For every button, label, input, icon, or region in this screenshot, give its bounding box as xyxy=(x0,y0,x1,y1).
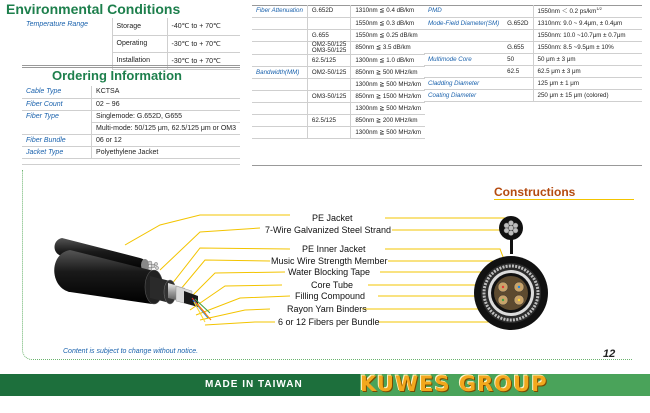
page-number: 12 xyxy=(603,348,616,360)
bw-value: 1300nm ≧ 500 MHz/km xyxy=(351,126,425,138)
att-type: G.652D xyxy=(307,5,350,17)
coating-value: 250 μm ± 15 μm (colored) xyxy=(533,89,642,101)
core-label: Multimode Core xyxy=(424,53,503,65)
cable-type-value: KCTSA xyxy=(92,86,240,98)
storage-label: Storage xyxy=(112,18,167,35)
bw-type: OM3-50/125 xyxy=(307,90,350,102)
pmd-value-sup: 1/2 xyxy=(596,6,602,12)
mfd-value: 1550nm: 8.5 ~9.5μm ± 10% xyxy=(533,41,642,53)
operating-value: -30℃ to + 70℃ xyxy=(167,35,240,52)
att-value: 850nm ≦ 3.5 dB/km xyxy=(351,41,425,54)
bw-type: OM2-50/125 xyxy=(307,66,350,78)
cable-cross-section xyxy=(474,216,548,330)
bw-value: 1300nm ≧ 500 MHz/km xyxy=(351,78,425,90)
fiber-attenuation-label: Fiber Attenuation xyxy=(252,5,307,17)
att-value: 1310nm ≦ 0.4 dB/km xyxy=(351,5,425,17)
cladding-label: Cladding Diameter xyxy=(424,77,533,89)
mfd-type: G.652D xyxy=(503,17,533,29)
core-type: 50 xyxy=(503,53,533,65)
label-core-tube: Core Tube xyxy=(311,280,354,290)
fiber-type-multimode: Multi-mode: 50/125 μm, 62.5/125 μm or OM3 xyxy=(92,122,240,134)
bandwidth-label: Bandwidth(MM) xyxy=(252,66,307,78)
label-steel-strand: 7-Wire Galvanized Steel Strand xyxy=(265,225,392,235)
fiber-type-label: Fiber Type xyxy=(22,110,92,122)
att-value: 1550nm ≦ 0.25 dB/km xyxy=(351,29,425,41)
storage-value: -40℃ to + 70℃ xyxy=(167,18,240,35)
label-music-wire: Music Wire Strength Member xyxy=(271,256,388,266)
footer-bar-dark xyxy=(0,374,360,396)
constructions-title: Constructions xyxy=(494,185,576,199)
made-in-taiwan: MADE IN TAIWAN xyxy=(205,379,303,390)
att-type: G.655 xyxy=(307,29,350,41)
fiber-count-label: Fiber Count xyxy=(22,98,92,110)
bw-value: 850nm ≧ 500 MHz/km xyxy=(351,66,425,78)
jacket-type-value: Polyethylene Jacket xyxy=(92,146,240,158)
cable-type-label: Cable Type xyxy=(22,86,92,98)
label-pe-jacket: PE Jacket xyxy=(312,213,353,223)
mfd-label: Mode-Field Diameter(SM) xyxy=(424,17,503,29)
temperature-range-label: Temperature Range xyxy=(26,21,89,28)
ordering-information-title: Ordering Information xyxy=(52,68,182,83)
core-value: 50 μm ± 3 μm xyxy=(533,53,642,65)
mfd-value: 1550nm: 10.0 ~10.7μm ± 0.7μm xyxy=(533,29,642,41)
mfd-value: 1310nm: 9.0 ~ 9.4μm, ± 0.4μm xyxy=(533,17,642,29)
att-value: 1550nm ≦ 0.3 dB/km xyxy=(351,17,425,29)
bw-type: 62.5/125 xyxy=(307,114,350,126)
label-filling-compound: Filling Compound xyxy=(295,291,366,301)
fiber-bundle-value: 06 or 12 xyxy=(92,134,240,146)
installation-value: -30℃ to + 70℃ xyxy=(167,52,240,69)
label-water-blocking-tape: Water Blocking Tape xyxy=(288,267,371,277)
label-pe-inner-jacket: PE Inner Jacket xyxy=(302,244,366,254)
core-type: 62.5 xyxy=(503,65,533,77)
fiber-type-singlemode: Singlemode: G.652D, G655 xyxy=(92,110,240,122)
bw-value: 1300nm ≧ 500 MHz/km xyxy=(351,102,425,114)
disclaimer-note: Content is subject to change without notice. xyxy=(63,348,199,355)
pmd-label: PMD xyxy=(424,5,533,17)
label-rayon-yarn: Rayon Yarn Binders xyxy=(287,304,367,314)
att-value: 1300nm ≦ 1.0 dB/km xyxy=(351,54,425,66)
installation-label: Installation xyxy=(112,52,167,69)
bw-value: 850nm ≧ 200 MHz/km xyxy=(351,114,425,126)
core-value: 62.5 μm ± 3 μm xyxy=(533,65,642,77)
att-type: OM2-50/125 OM3-50/125 xyxy=(307,41,350,54)
fiber-count-value: 02 ~ 96 xyxy=(92,98,240,110)
mfd-type: G.655 xyxy=(503,41,533,53)
jacket-type-label: Jacket Type xyxy=(22,146,92,158)
fiber-bundle-label: Fiber Bundle xyxy=(22,134,92,146)
cable-side-view xyxy=(54,238,211,322)
pmd-value-text: 1550nm ＜ 0.2 ps/km xyxy=(537,8,597,16)
coating-label: Coating Diameter xyxy=(424,89,533,101)
label-fibers-per-bundle: 6 or 12 Fibers per Bundle xyxy=(278,317,380,327)
operating-label: Operating xyxy=(112,35,167,52)
att-type: 62.5/125 xyxy=(307,54,350,66)
bw-value: 850nm ≧ 1500 MHz/km xyxy=(351,90,425,102)
brand-logo: KUWES GROUP xyxy=(360,372,548,396)
environmental-conditions-title: Environmental Conditions xyxy=(6,1,181,17)
cladding-value: 125 μm ± 1 μm xyxy=(533,77,642,89)
